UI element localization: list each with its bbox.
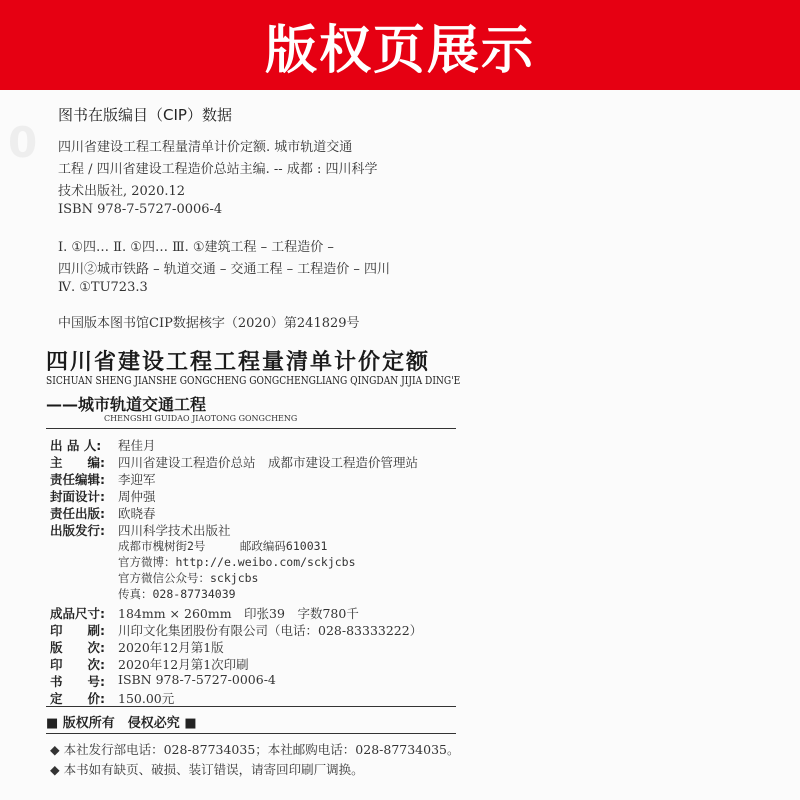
cip-line: 工程 / 四川省建设工程造价总站主编. -- 成都 : 四川科学	[58, 162, 378, 177]
publisher-fax: 传真：028-87734039	[118, 587, 236, 601]
book-title: 四川省建设工程工程量清单计价定额	[46, 350, 431, 375]
book-subtitle: ——城市轨道交通工程	[46, 395, 207, 414]
info-value: 周仲强	[118, 489, 156, 504]
spec-value: 川印文化集团股份有限公司（电话：028-83333222）	[118, 623, 423, 638]
spec-label: 印 刷:	[50, 623, 105, 638]
divider	[46, 733, 456, 734]
banner	[0, 0, 800, 90]
cip-line: 技术出版社, 2020.12	[58, 184, 186, 199]
cip-classification: 四川②城市铁路 – 轨道交通 – 交通工程 – 工程造价 – 四川	[58, 262, 391, 277]
cip-classification: Ⅰ. ①四… Ⅱ. ①四… Ⅲ. ①建筑工程 – 工程造价 –	[58, 240, 334, 255]
spec-label-price: 定 价:	[50, 691, 105, 706]
spec-value: ISBN 978-7-5727-0006-4	[118, 672, 276, 687]
cip-heading: 图书在版编目（CIP）数据	[58, 106, 232, 124]
book-subtitle-pinyin: CHENGSHI GUIDAO JIAOTONG GONGCHENG	[104, 414, 298, 423]
info-label: 责任编辑:	[50, 472, 105, 487]
info-label: 主 编:	[50, 455, 105, 470]
info-value: 四川省建设工程造价总站 成都市建设工程造价管理站	[118, 455, 419, 470]
publisher-wechat: 官方微信公众号：sckjcbs	[118, 571, 259, 585]
spec-label: 书 号:	[50, 674, 105, 689]
cip-record-number: 中国版本图书馆CIP数据核字（2020）第241829号	[58, 316, 360, 331]
info-value: 欧晓春	[118, 506, 156, 521]
publisher-weibo: 官方微博：http://e.weibo.com/sckjcbs	[118, 555, 356, 569]
publisher-address: 成都市槐树街2号 邮政编码610031	[118, 539, 328, 553]
banner-title: 版权页展示	[264, 20, 535, 81]
spec-value: 2020年12月第1版	[118, 640, 224, 655]
copyright-notice: ■ 版权所有 侵权必究 ■	[46, 716, 197, 731]
notice-phone: ◆ 本社发行部电话：028-87734035；本社邮购电话：028-87734035。	[50, 742, 460, 757]
info-label: 出版发行:	[50, 523, 105, 538]
info-label: 出 品 人:	[50, 438, 102, 453]
spec-label: 成品尺寸:	[50, 606, 105, 621]
info-label: 封面设计:	[50, 489, 105, 504]
info-value: 四川科学技术出版社	[118, 523, 231, 538]
spec-label: 版 次:	[50, 640, 105, 655]
divider	[46, 428, 456, 429]
info-label: 责任出版:	[50, 506, 105, 521]
spec-label: 印 次:	[50, 657, 105, 672]
cip-classification: Ⅳ. ①TU723.3	[58, 280, 148, 295]
spec-value: 2020年12月第1次印刷	[118, 657, 249, 672]
cip-line: 四川省建设工程工程量清单计价定额. 城市轨道交通	[58, 140, 353, 155]
ghost-watermark-icon: 0	[8, 118, 38, 167]
spec-value: 184mm × 260mm 印张39 字数780千	[118, 606, 359, 621]
notice-defect: ◆ 本书如有缺页、破损、装订错误，请寄回印刷厂调换。	[50, 762, 364, 777]
cip-isbn: ISBN 978-7-5727-0006-4	[58, 202, 223, 217]
info-value: 程佳月	[118, 438, 156, 453]
book-title-pinyin: SICHUAN SHENG JIANSHE GONGCHENG GONGCHENGLIANG QINGDAN JIJIA DING'E	[46, 373, 461, 387]
info-value: 李迎军	[118, 472, 156, 487]
spec-value-price: 150.00元	[118, 691, 175, 706]
